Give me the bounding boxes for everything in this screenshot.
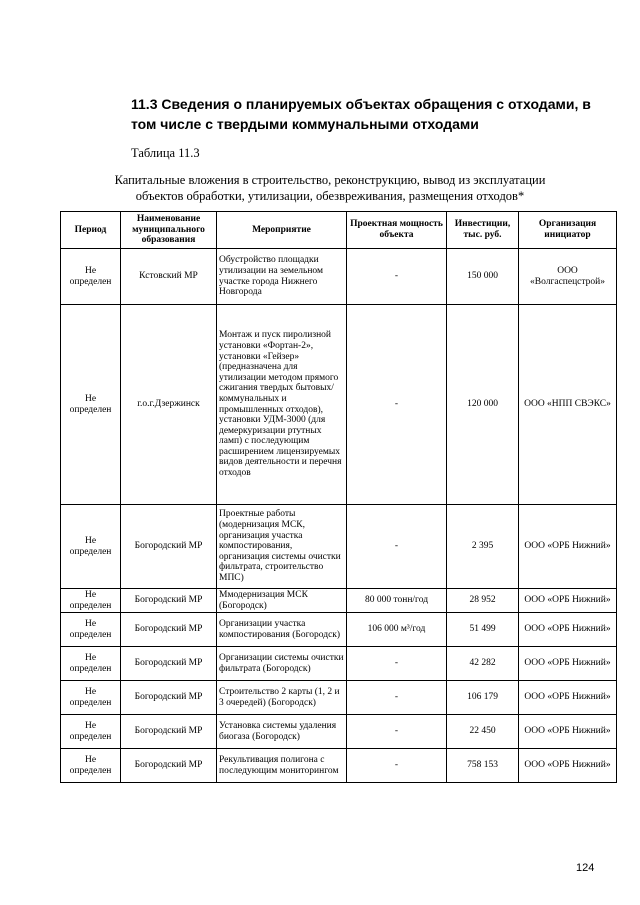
- cell-investment: 120 000: [447, 305, 519, 505]
- cell-capacity: -: [347, 249, 447, 305]
- cell-investment: 42 282: [447, 647, 519, 681]
- cell-period: Не определен: [61, 249, 121, 305]
- cell-period: Не определен: [61, 613, 121, 647]
- cell-capacity: -: [347, 305, 447, 505]
- cell-investment: 2 395: [447, 505, 519, 589]
- cell-activity: Установка системы удаления биогаза (Богородск): [217, 715, 347, 749]
- cell-activity: Строительство 2 карты (1, 2 и 3 очередей) (Богородск): [217, 681, 347, 715]
- cell-municipality: Богородский МР: [121, 613, 217, 647]
- cell-capacity: -: [347, 681, 447, 715]
- section-heading: 11.3 Сведения о планируемых объектах обращения с отходами, в том числе с твердыми коммунальными отходами: [131, 96, 591, 132]
- table-row: [61, 647, 617, 681]
- cell-organization: ООО «Волгаспецстрой»: [519, 249, 617, 305]
- caption-line-1: Капитальные вложения в строительство, реконструкцию, вывод из эксплуатации: [114, 173, 546, 187]
- cell-organization: ООО «ОРБ Нижний»: [519, 589, 617, 613]
- cell-municipality: Богородский МР: [121, 647, 217, 681]
- cell-capacity: -: [347, 647, 447, 681]
- table-row: [61, 749, 617, 783]
- table-row: [61, 305, 617, 505]
- table-body: [61, 249, 617, 783]
- table-row: [61, 589, 617, 613]
- cell-period: Не определен: [61, 715, 121, 749]
- cell-organization: ООО «ОРБ Нижний»: [519, 715, 617, 749]
- cell-municipality: Кстовский МР: [121, 249, 217, 305]
- table-caption: [60, 172, 600, 204]
- cell-municipality: Богородский МР: [121, 589, 217, 613]
- cell-municipality: Богородский МР: [121, 749, 217, 783]
- cell-activity: Организации системы очистки фильтрата (Богородск): [217, 647, 347, 681]
- cell-municipality: Богородский МР: [121, 681, 217, 715]
- cell-investment: 758 153: [447, 749, 519, 783]
- cell-period: Не определен: [61, 305, 121, 505]
- table-row: [61, 505, 617, 589]
- cell-municipality: Богородский МР: [121, 715, 217, 749]
- cell-organization: ООО «ОРБ Нижний»: [519, 613, 617, 647]
- cell-organization: ООО «ОРБ Нижний»: [519, 647, 617, 681]
- cell-capacity: -: [347, 749, 447, 783]
- header-municipality: Наименование муниципального образования: [121, 212, 217, 249]
- header-capacity: Проектная мощность объекта: [347, 212, 447, 249]
- cell-investment: 28 952: [447, 589, 519, 613]
- cell-investment: 22 450: [447, 715, 519, 749]
- table-label: Таблица 11.3: [131, 146, 200, 160]
- cell-municipality: Богородский МР: [121, 505, 217, 589]
- table-row: [61, 249, 617, 305]
- cell-period: Не определен: [61, 589, 121, 613]
- cell-activity: Обустройство площадки утилизации на земельном участке города Нижнего Новгорода: [217, 249, 347, 305]
- caption-line-2: объектов обработки, утилизации, обезвреживания, размещения отходов*: [135, 189, 525, 203]
- cell-investment: 106 179: [447, 681, 519, 715]
- cell-investment: 150 000: [447, 249, 519, 305]
- cell-activity: Организации участка компостирования (Богородск): [217, 613, 347, 647]
- cell-organization: ООО «ОРБ Нижний»: [519, 505, 617, 589]
- cell-activity: Проектные работы (модернизация МСК, организация участка компостирования, организация системы очистки фильтрата, строительство МПС): [217, 505, 347, 589]
- page-number: 124: [576, 862, 595, 874]
- cell-capacity: -: [347, 715, 447, 749]
- cell-activity: Ммодернизация МСК (Богородск): [217, 589, 347, 613]
- table-row: [61, 715, 617, 749]
- cell-organization: ООО «НПП СВЭКС»: [519, 305, 617, 505]
- cell-period: Не определен: [61, 505, 121, 589]
- cell-organization: ООО «ОРБ Нижний»: [519, 749, 617, 783]
- cell-capacity: 106 000 м³/год: [347, 613, 447, 647]
- cell-municipality: г.о.г.Дзержинск: [121, 305, 217, 505]
- header-activity: Мероприятие: [217, 212, 347, 249]
- cell-capacity: -: [347, 505, 447, 589]
- table-header-row: [61, 212, 617, 249]
- header-organization: Организация инициатор: [519, 212, 617, 249]
- cell-capacity: 80 000 тонн/год: [347, 589, 447, 613]
- cell-investment: 51 499: [447, 613, 519, 647]
- table-row: [61, 613, 617, 647]
- table-row: [61, 681, 617, 715]
- cell-activity: Рекультивация полигона с последующим мониторингом: [217, 749, 347, 783]
- cell-period: Не определен: [61, 681, 121, 715]
- header-period: Период: [61, 212, 121, 249]
- cell-activity: Монтаж и пуск пиролизной установки «Фортан-2», установки «Гейзер» (предназначена для утилизации методом прямого сжигания твердых бытовых/коммунальных и промышленных отходов), установки УДМ-3000 (для демеркуризации ртутных ламп) с последующим расширением лицензируемых видов деятельности и перечня отходов: [217, 305, 347, 505]
- cell-organization: ООО «ОРБ Нижний»: [519, 681, 617, 715]
- header-investment: Инвестиции, тыс. руб.: [447, 212, 519, 249]
- investment-table: [60, 211, 617, 783]
- cell-period: Не определен: [61, 647, 121, 681]
- cell-period: Не определен: [61, 749, 121, 783]
